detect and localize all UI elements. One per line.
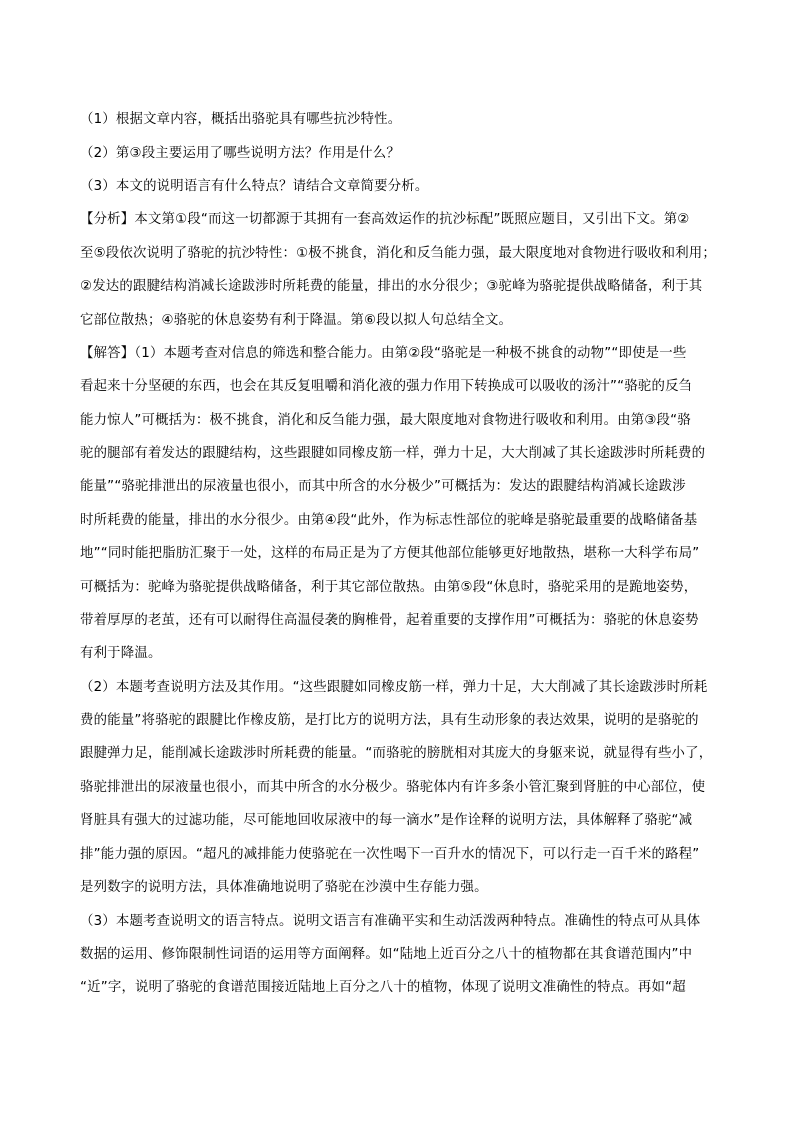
answer-3-line: （3）本题考查说明文的语言特点。说明文语言有准确平实和生动活泼两种特点。准确性的特点可从具体 bbox=[80, 914, 701, 929]
answer-1-line: 驼的腿部有着发达的跟腱结构，这些跟腱如同橡皮筋一样，弹力十足，大大削减了其长途跋涉时所耗费的 bbox=[80, 446, 706, 461]
analysis-line: 它部位散热；④骆驼的休息姿势有利于降温。第⑥段以拟人句总结全文。 bbox=[80, 313, 513, 328]
answer-1-line: 【解答】（1）本题考查对信息的筛选和整合能力。由第②段“骆驼是一种极不挑食的动物”“即使是一些 bbox=[80, 346, 687, 361]
answer-1-line: 看起来十分坚硬的东西，也会在其反复咀嚼和消化液的强力作用下转换成可以吸收的汤汁”“骆驼的反刍 bbox=[80, 379, 693, 394]
answer-2-line: 骆驼排泄出的尿液量也很小，而其中所含的水分极少。骆驼体内有许多条小管汇聚到肾脏的中心部位，使 bbox=[80, 780, 706, 795]
question-2: （2）第③段主要运用了哪些说明方法？作用是什么？ bbox=[80, 146, 400, 161]
analysis-line: ②发达的跟腱结构消减长途跋涉时所耗费的能量，排出的水分很少；③驼峰为骆驼提供战略储备，利于其 bbox=[80, 279, 703, 294]
answer-2-line: 排”能力强的原因。“超凡的减排能力使骆驼在一次性喝下一百升水的情况下，可以行走一百千米的路程” bbox=[80, 847, 700, 862]
answer-1-line: 能量”“骆驼排泄出的尿液量也很小，而其中所含的水分极少”可概括为：发达的跟腱结构消减长途跋涉 bbox=[80, 479, 686, 494]
answer-3-line: “近”字，说明了骆驼的食谱范围接近陆地上百分之八十的植物，体现了说明文准确性的特点。再如“超 bbox=[80, 980, 686, 995]
answer-1-line: 可概括为：驼峰为骆驼提供战略储备，利于其它部位散热。由第⑤段“休息时，骆驼采用的是跪地姿势， bbox=[80, 580, 698, 595]
analysis-line: 【分析】本文第①段“而这一切都源于其拥有一套高效运作的抗沙标配”既照应题目，又引出下文。第② bbox=[80, 212, 690, 227]
answer-2-line: （2）本题考查说明方法及其作用。“这些跟腱如同橡皮筋一样，弹力十足，大大削减了其长途跋涉时所耗 bbox=[80, 680, 708, 695]
answer-1-line: 能力惊人”可概括为：极不挑食，消化和反刍能力强，最大限度地对食物进行吸收和利用。由第③段“骆 bbox=[80, 413, 691, 428]
answer-1-line: 有利于降温。 bbox=[80, 646, 162, 661]
answer-2-line: 是列数字的说明方法，具体准确地说明了骆驼在沙漠中生存能力强。 bbox=[80, 880, 488, 895]
answer-2-line: 跟腱弹力足，能削减长途跋涉时所耗费的能量。“而骆驼的膀胱相对其庞大的身躯来说，就显得有些小了， bbox=[80, 746, 713, 761]
answer-1-line: 带着厚厚的老茧，还有可以耐得住高温侵袭的胸椎骨，起着重要的支撑作用”可概括为：骆驼的休息姿势 bbox=[80, 613, 699, 628]
answer-2-line: 肾脏具有强大的过滤功能，尽可能地回收尿液中的每一滴水”是作诠释的说明方法，具体解释了骆驼“减 bbox=[80, 813, 693, 828]
analysis-line: 至⑤段依次说明了骆驼的抗沙特性：①极不挑食，消化和反刍能力强，最大限度地对食物进行吸收和利用； bbox=[80, 246, 716, 261]
answer-2-line: 费的能量”将骆驼的跟腱比作橡皮筋，是打比方的说明方法，具有生动形象的表达效果，说明的是骆驼的 bbox=[80, 713, 699, 728]
question-1: （1）根据文章内容，概括出骆驼具有哪些抗沙特性。 bbox=[80, 112, 402, 127]
answer-3-line: 数据的运用、修饰限制性词语的运用等方面阐释。如“陆地上近百分之八十的植物都在其食谱范围内”中 bbox=[80, 947, 693, 962]
answer-1-line: 时所耗费的能量，排出的水分很少。由第④段“此外，作为标志性部位的驼峰是骆驼最重要的战略储备基 bbox=[80, 513, 698, 528]
question-3: （3）本文的说明语言有什么特点？请结合文章简要分析。 bbox=[80, 179, 429, 194]
answer-1-line: 地”“同时能把脂肪汇聚于一处，这样的布局正是为了方便其他部位能够更好地散热，堪称一大科学布局” bbox=[80, 546, 700, 561]
